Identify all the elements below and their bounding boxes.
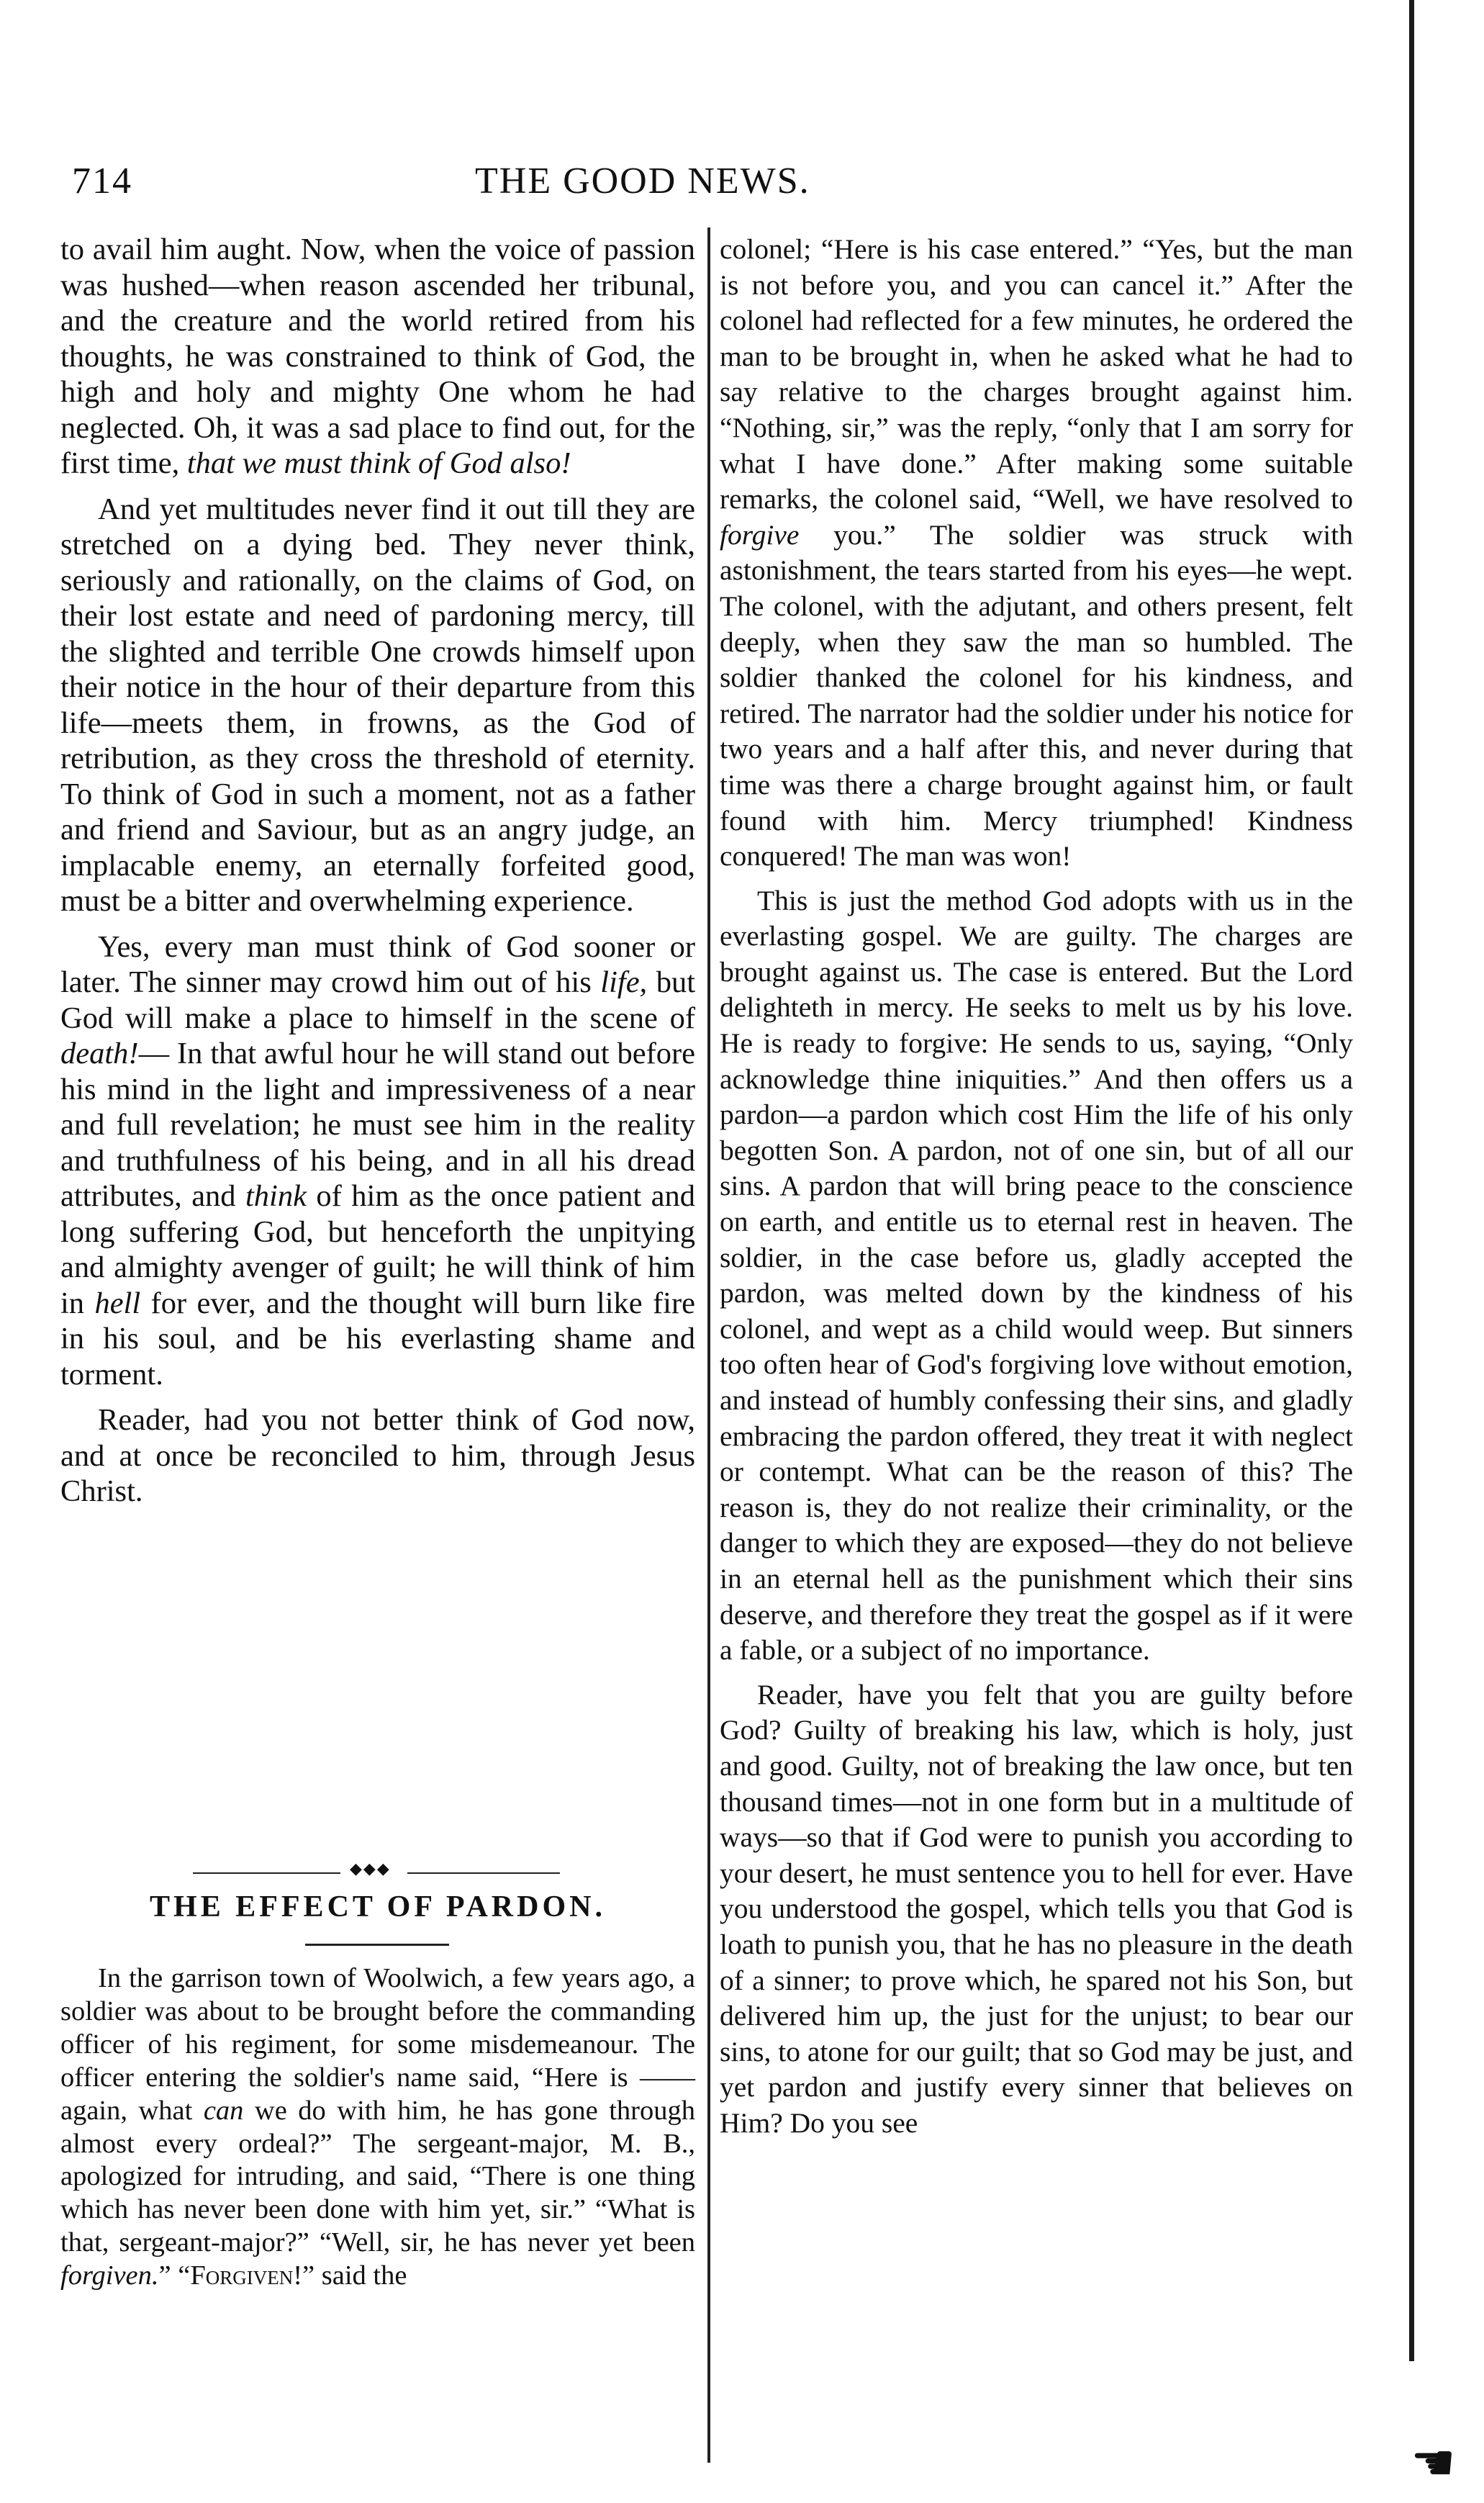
paragraph: And yet multitudes never find it out till they are stretched on a dying bed. They never think, seriously and rationally, on the claims of God, on their lost estate and need of pardoning mercy, till the slighted and terrible One crowds himself upon their notice in the hour of their departure from this life—meets them, in frowns, as the God of retribution, as they cross the threshold of eternity. To think of God in such a moment, not as a father and friend and Saviour, but as an angry judge, an implacable enemy, an eternally forfeited good, must be a bitter and overwhelming experience. [60, 492, 695, 918]
page-header [72, 160, 1353, 210]
italic-text: forgiven. [60, 2260, 159, 2291]
text-run: but God will make a place to himself in the scene of [60, 965, 695, 1035]
paragraph: This is just the method God adopts with us in the everlasting gospel. We are guilty. The charges are brought against us. The case is entered. But the Lord delighteth in mercy. He seeks to melt us by his love. He is ready to forgive: He sends to us, saying, “Only acknowledge thine iniquities.” And then offers us a pardon—a pardon which cost Him the life of his only begotten Son. A pardon, not of one sin, but of all our sins. A pardon that will bring peace to the conscience on earth, and entitle us to eternal rest in heaven. The soldier, in the case before us, gladly accepted the pardon, was melted down by the kindness of his colonel, and wept as a child would weep. But sinners too often hear of God's forgiving love without emotion, and instead of humbly confessing their sins, and gladly embracing the pardon offered, they treat it with neglect or contempt. What can be the reason of this? The reason is, they do not realize their criminality, or the danger to which they are exposed—they do not believe in an eternal hell as the punishment which their sins deserve, and therefore they treat the gospel as if it were a fable, or a subject of no importance. [720, 884, 1353, 1667]
text-run: — In that awful hour he will stand out before his mind in the light and impressiveness of a near and full revelation; he must see him in the reality and truthfulness of his being, and in all his dread attributes, and [60, 1037, 695, 1213]
italic-text: can [203, 2095, 244, 2126]
ornament-diamonds: ◆◆◆ [350, 1860, 391, 1878]
italic-text: think [245, 1179, 307, 1213]
italic-text: hell [94, 1286, 141, 1320]
running-title: THE GOOD NEWS. [475, 161, 810, 202]
section-body [60, 1962, 695, 2293]
paragraph [60, 232, 695, 482]
page-number: 714 [72, 161, 132, 202]
text-run: In the garrison town of Woolwich, a few years ago, a soldier was about to be brought before the commanding officer of his regiment, for some misdemeanour. The officer entering the soldier's name said, “Here is —— again, what [60, 1963, 695, 2126]
section-heading: THE EFFECT OF PARDON. [150, 1890, 606, 1924]
italic-text: life, [600, 965, 648, 999]
italic-text: death! [60, 1037, 139, 1070]
small-caps-text: Forgiven [190, 2260, 294, 2291]
paragraph: Reader, had you not better think of God now, and at once be reconciled to him, through Jesus Christ. [60, 1403, 695, 1508]
text-run: colonel; “Here is his case entered.” “Yes, but the man is not before you, and you can cancel it.” After the colonel had reflected for a few minutes, he ordered the man to be brought in, when he asked what he had to say relative to the charges brought against him. “Nothing, sir,” was the reply, “only that I am sorry for what I have done.” After making some suitable remarks, the colonel said, “Well, we have resolved to [720, 233, 1353, 515]
text-run: ” “ [158, 2260, 191, 2291]
text-run: of him as the once patient and long suffering God, but henceforth the unpitying and almighty avenger of guilt; he will think of him in [60, 1179, 695, 1320]
italic-text: forgive [720, 518, 800, 551]
ornament-line [193, 1872, 340, 1874]
text-run: we do with him, he has gone through almost every ordeal?” The sergeant-major, M. B., apologized for intruding, and said, “There is one thing which has never been done with him yet, sir.” “What is that, sergeant-major?” “Well, sir, he has never yet been [60, 2095, 695, 2258]
text-run: Yes, every man must think of God sooner or later. The sinner may crowd him out of his [60, 929, 695, 999]
paragraph: Reader, have you felt that you are guilty before God? Guilty of breaking his law, which is holy, just and good. Guilty, not of breaking the law once, but ten thousand times—not in one form but in a multitude of ways—so that if God were to punish you according to your desert, he must sentence you to hell for ever. Have you understood the gospel, which tells you that God is loath to punish you, that he has no pleasure in the death of a sinner; to prove which, he spared not his Son, but delivered him up, the just for the unjust; to bear our sins, to atone for our guilt; that so God may be just, and yet pardon and justify every sinner that believes on Him? Do you see [720, 1678, 1353, 2139]
right-column [720, 232, 1353, 2141]
paragraph [60, 1962, 695, 2293]
heading-rule [305, 1944, 449, 1946]
pointing-hand-icon: ☚ [1411, 2433, 1456, 2492]
text-run: !” said the [293, 2260, 407, 2291]
paragraph [60, 929, 695, 1393]
left-column [60, 232, 695, 1510]
text-run: to avail him aught. Now, when the voice of passion was hushed—when reason ascended her tribunal, and the creature and the world retired from his thoughts, he was constrained to think of God, the high and holy and mighty One whom he had neglected. Oh, it was a sad place to find out, for the first time, [60, 233, 695, 480]
text-run: for ever, and the thought will burn like fire in his soul, and be his everlasting shame and torment. [60, 1286, 696, 1392]
italic-text: that we must think of God also! [186, 446, 571, 480]
text-run: you.” The soldier was struck with astonishment, the tears started from his eyes—he wept. The colonel, with the adjutant, and others present, felt deeply, when they saw the man so humbled. The soldier thanked the colonel for his kindness, and retired. The narrator had the soldier under his notice for two years and a half after this, and never during that time was there a charge brought against him, or fault found with him. Mercy triumphed! Kindness conquered! The man was won! [720, 518, 1353, 872]
section-ornament [193, 1860, 560, 1880]
page-edge-bar [1409, 0, 1414, 2361]
ornament-line [407, 1872, 560, 1874]
paragraph [720, 232, 1353, 875]
column-divider [707, 227, 710, 2463]
